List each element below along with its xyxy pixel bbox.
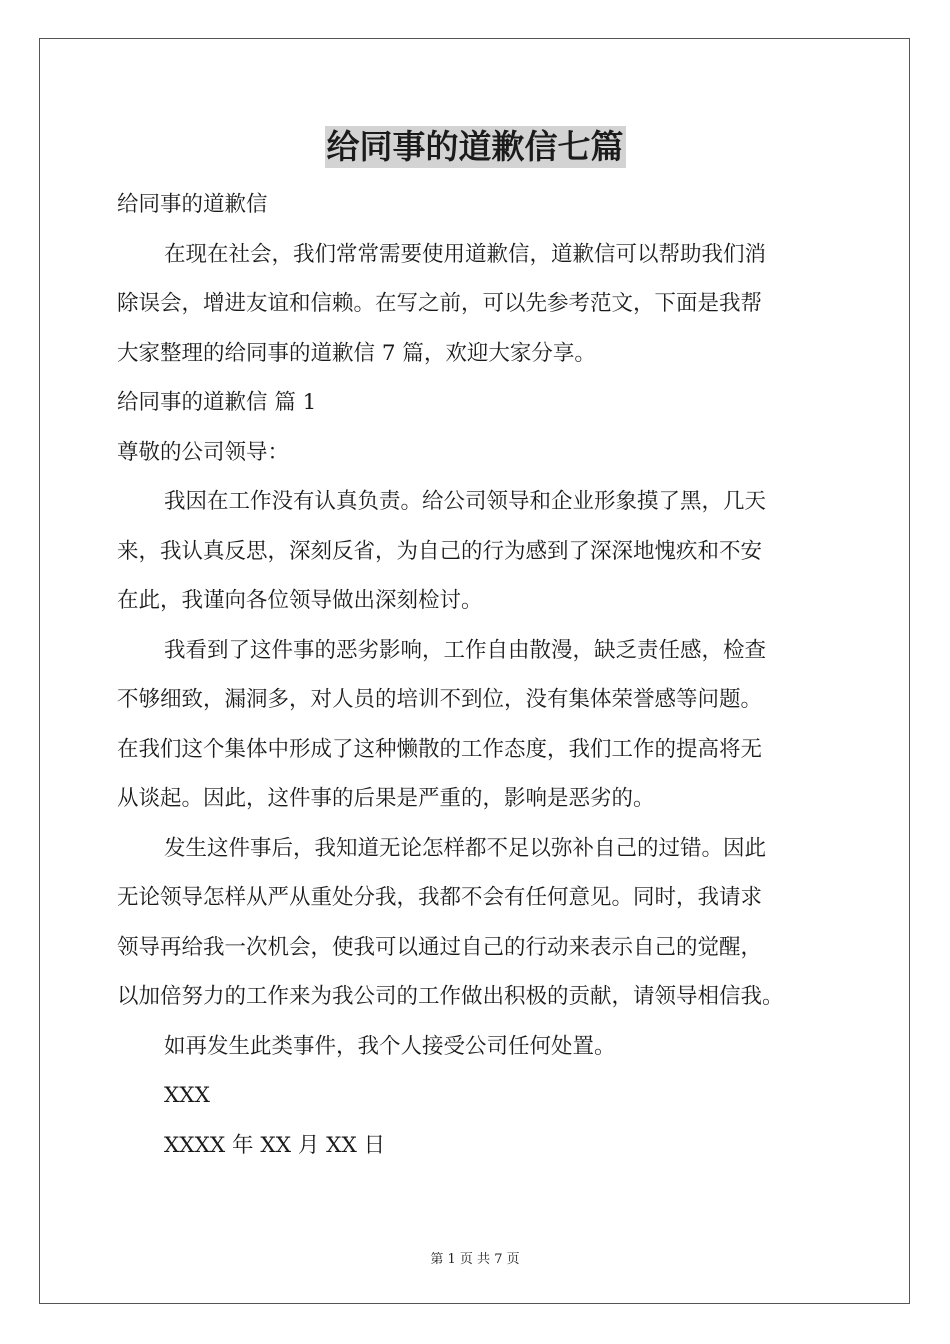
document-title: 给同事的道歉信七篇 [326, 127, 624, 166]
text-line: 来，我认真反思，深刻反省，为自己的行为感到了深深地愧疚和不安 [117, 538, 763, 564]
text-line: 无论领导怎样从严从重处分我，我都不会有任何意见。同时，我请求 [117, 885, 763, 910]
text-line: 我因在工作没有认真负责。给公司领导和企业形象摸了黑，几天 [164, 489, 767, 514]
document-body [117, 180, 842, 1170]
text-line: 在我们这个集体中形成了这种懒散的工作态度，我们工作的提高将无 [117, 736, 763, 762]
text-line: 领导再给我一次机会，使我可以通过自己的行动来表示自己的觉醒， [117, 934, 763, 960]
text-line: 在现在社会，我们常常需要使用道歉信，道歉信可以帮助我们消 [164, 241, 767, 267]
text-line: 不够细致，漏洞多，对人员的培训不到位，没有集体荣誉感等问题。 [117, 687, 763, 712]
text-line: 给同事的道歉信 篇 1 [117, 390, 317, 415]
text-line: 尊敬的公司领导： [117, 439, 290, 465]
title-container [0, 126, 950, 168]
text-line: 给同事的道歉信 [117, 192, 268, 217]
text-line: XXXX 年 XX 月 XX 日 [164, 1132, 386, 1158]
text-line: 大家整理的给同事的道歉信 7 篇，欢迎大家分享。 [117, 340, 596, 366]
text-line: XXX [164, 1083, 210, 1108]
text-line: 以加倍努力的工作来为我公司的工作做出积极的贡献，请领导相信我。 [117, 984, 784, 1009]
text-line: 在此，我谨向各位领导做出深刻检讨。 [117, 588, 483, 613]
text-line: 除误会，增进友谊和信赖。在写之前，可以先参考范文，下面是我帮 [117, 291, 763, 316]
text-line: 从谈起。因此，这件事的后果是严重的，影响是恶劣的。 [117, 786, 655, 811]
page-footer: 第 1 页 共 7 页 [430, 1252, 520, 1267]
text-line: 如再发生此类事件，我个人接受公司任何处置。 [164, 1033, 616, 1059]
text-line: 发生这件事后，我知道无论怎样都不足以弥补自己的过错。因此 [164, 835, 767, 861]
text-line: 我看到了这件事的恶劣影响，工作自由散漫，缺乏责任感，检查 [164, 637, 767, 663]
